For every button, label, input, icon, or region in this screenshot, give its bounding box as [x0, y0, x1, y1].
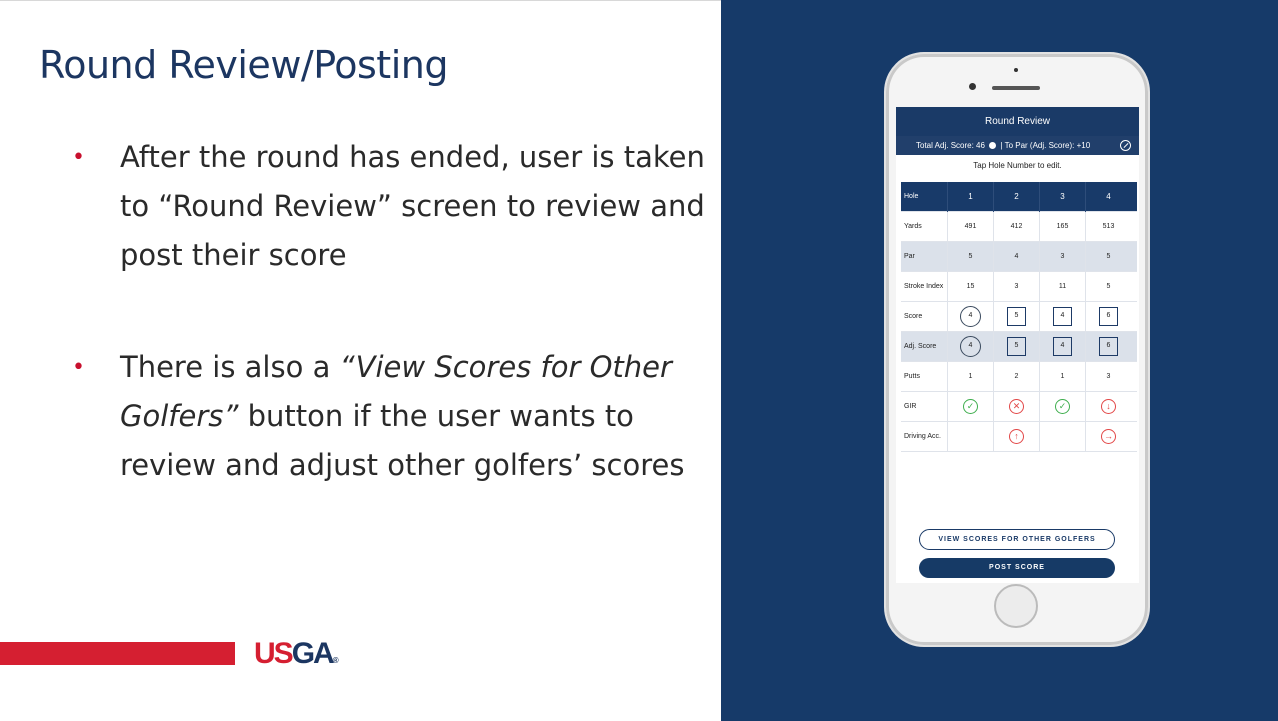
bullet-text-start: There is also a — [120, 350, 340, 384]
hole-number-1[interactable]: 1 — [947, 182, 993, 212]
app-header-title: Round Review — [896, 107, 1139, 136]
row-label: Par — [904, 253, 915, 260]
x-icon: ✕ — [1009, 399, 1024, 414]
usga-logo — [254, 637, 339, 671]
logo-us: US — [254, 637, 292, 670]
arrow-right-icon: → — [1101, 429, 1116, 444]
table-cell: 165 — [1039, 212, 1085, 242]
bullet-text-emphasis: “View Scores for Other Golfers” — [120, 350, 672, 433]
row-label: Yards — [904, 223, 922, 230]
logo-ga: GA — [291, 637, 333, 670]
bullet-text: After the round has ended, user is taken to “Round Review” screen to review and post their score — [120, 140, 705, 272]
table-cell: 5 — [1085, 272, 1131, 302]
row-label: GIR — [904, 403, 917, 410]
table-cell: 3 — [1085, 362, 1131, 392]
phone-sensor — [1014, 68, 1018, 72]
slide-title: Round Review/Posting — [39, 43, 448, 87]
hole-number-3[interactable]: 3 — [1039, 182, 1085, 212]
table-row-gir — [901, 392, 1137, 422]
table-cell: 4 — [993, 242, 1039, 272]
table-row-driving-acc — [901, 422, 1137, 452]
history-icon[interactable] — [1120, 140, 1131, 151]
table-cell: 412 — [993, 212, 1039, 242]
table-cell: 3 — [993, 272, 1039, 302]
bullet-text-end: button if the user wants to review and adjust other golfers’ scores — [120, 399, 685, 482]
adj-score-birdie-circle[interactable]: 4 — [960, 336, 981, 357]
table-cell — [947, 422, 993, 452]
table-cell: 11 — [1039, 272, 1085, 302]
score-bogey-square[interactable]: 5 — [1007, 307, 1026, 326]
scorecard-table — [901, 182, 1137, 452]
score-bogey-square[interactable]: 6 — [1099, 307, 1118, 326]
score-bogey-square[interactable]: 4 — [1053, 307, 1072, 326]
bullet-icon: • — [72, 145, 85, 170]
table-cell: 5 — [947, 242, 993, 272]
post-score-button[interactable]: POST SCORE — [919, 558, 1115, 578]
check-icon: ✓ — [963, 399, 978, 414]
row-label: Adj. Score — [904, 343, 937, 350]
table-row-putts — [901, 362, 1137, 392]
registered-mark: ® — [332, 656, 339, 665]
adj-score-bogey-square[interactable]: 6 — [1099, 337, 1118, 356]
table-cell: 2 — [993, 362, 1039, 392]
bullet-text — [120, 343, 720, 490]
table-cell — [1039, 422, 1085, 452]
row-label: Putts — [904, 373, 920, 380]
footer-red-bar — [0, 642, 235, 665]
hole-number-2[interactable]: 2 — [993, 182, 1039, 212]
table-cell: 3 — [1039, 242, 1085, 272]
score-summary-bar — [896, 136, 1139, 155]
view-scores-other-golfers-button[interactable]: VIEW SCORES FOR OTHER GOLFERS — [919, 529, 1115, 550]
row-label: Driving Acc. — [904, 433, 941, 440]
table-cell: 5 — [1085, 242, 1131, 272]
phone-speaker — [992, 86, 1040, 90]
camera-icon — [969, 83, 976, 90]
row-label: Score — [904, 313, 923, 320]
row-label: Stroke Index — [904, 283, 944, 290]
home-button[interactable] — [994, 584, 1038, 628]
table-row-adj-score — [901, 332, 1137, 362]
table-cell: 1 — [1039, 362, 1085, 392]
table-row-yards — [901, 212, 1137, 242]
table-cell: 1 — [947, 362, 993, 392]
total-adj-score: Total Adj. Score: 46 — [916, 141, 985, 150]
score-birdie-circle[interactable]: 4 — [960, 306, 981, 327]
adj-score-bogey-square[interactable]: 4 — [1053, 337, 1072, 356]
edit-hint: Tap Hole Number to edit. — [973, 161, 1062, 170]
bullet-icon: • — [72, 355, 85, 380]
arrow-down-icon: ↓ — [1101, 399, 1116, 414]
check-icon: ✓ — [1055, 399, 1070, 414]
arrow-up-icon: ↑ — [1009, 429, 1024, 444]
hole-number-4[interactable]: 4 — [1085, 182, 1131, 212]
adj-score-bogey-square[interactable]: 5 — [1007, 337, 1026, 356]
to-par-score: | To Par (Adj. Score): +10 — [1000, 141, 1091, 150]
table-row-score — [901, 302, 1137, 332]
info-icon[interactable] — [989, 142, 996, 149]
table-cell: 15 — [947, 272, 993, 302]
table-row-par — [901, 242, 1137, 272]
phone-screen — [896, 107, 1139, 583]
table-cell: 513 — [1085, 212, 1131, 242]
table-header-row — [901, 182, 1137, 212]
table-cell: 491 — [947, 212, 993, 242]
row-label: Hole — [904, 193, 919, 200]
table-row-stroke-index — [901, 272, 1137, 302]
